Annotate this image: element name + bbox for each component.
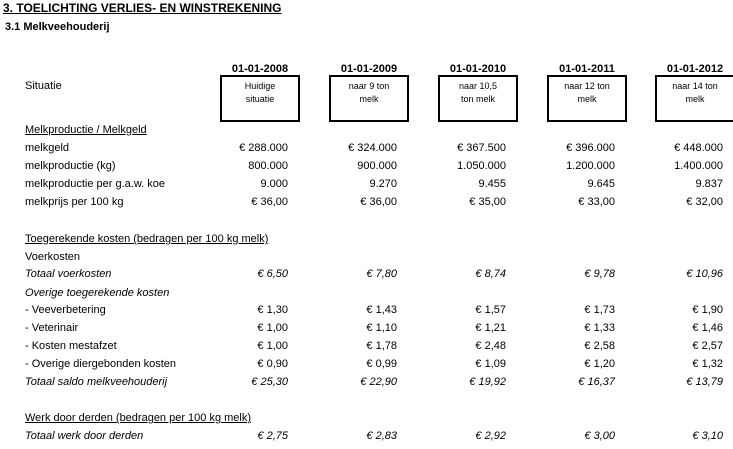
table-row xyxy=(0,358,733,372)
table-row xyxy=(0,124,733,138)
row-label: Toegerekende kosten (bedragen per 100 kg melk) xyxy=(25,233,269,245)
row-label: melkproductie (kg) xyxy=(25,160,116,172)
row-label: - Veterinair xyxy=(25,322,79,334)
row-value: € 1,33 xyxy=(584,322,615,334)
row-value: € 9,78 xyxy=(584,268,615,280)
table-row xyxy=(0,160,733,174)
table-row xyxy=(0,340,733,354)
scenario-box-5 xyxy=(655,75,733,122)
row-value: € 0,90 xyxy=(257,358,288,370)
row-value: € 1,73 xyxy=(584,304,615,316)
row-label: Overige toegerekende kosten xyxy=(25,287,170,299)
scenario-box-2 xyxy=(329,75,409,122)
situatie-label: Situatie xyxy=(25,80,62,92)
row-label: melkgeld xyxy=(25,142,70,154)
row-label: Totaal werk door derden xyxy=(25,430,144,442)
subsection-heading: 3.1 Melkveehouderij xyxy=(5,21,110,33)
row-value: € 2,57 xyxy=(692,340,723,352)
row-label: melkproductie per g.a.w. koe xyxy=(25,178,166,190)
row-value: € 2,48 xyxy=(475,340,506,352)
row-value: € 448.000 xyxy=(674,142,723,154)
row-value: € 1,32 xyxy=(692,358,723,370)
row-value: € 7,80 xyxy=(366,268,397,280)
row-value: € 0,99 xyxy=(366,358,397,370)
row-value: 9.000 xyxy=(260,178,288,190)
row-value: € 16,37 xyxy=(578,376,615,388)
row-value: € 324.000 xyxy=(348,142,397,154)
column-date-2: 01-01-2009 xyxy=(340,63,398,75)
row-value: 9.455 xyxy=(478,178,506,190)
row-value: € 1,57 xyxy=(475,304,506,316)
row-value: € 6,50 xyxy=(257,268,288,280)
table-row xyxy=(0,142,733,156)
scenario-line2: melk xyxy=(577,94,597,104)
scenario-box-4 xyxy=(547,75,627,122)
row-value: € 13,79 xyxy=(686,376,723,388)
scenario-line1: naar 12 ton xyxy=(564,81,610,91)
row-label: - Veeverbetering xyxy=(25,304,106,316)
column-date-3: 01-01-2010 xyxy=(449,63,507,75)
row-value: 9.270 xyxy=(369,178,397,190)
row-value: € 1,46 xyxy=(692,322,723,334)
scenario-line1: naar 14 ton xyxy=(672,81,718,91)
row-value: 900.000 xyxy=(357,160,397,172)
row-value: € 1,00 xyxy=(257,340,288,352)
row-value: € 2,58 xyxy=(584,340,615,352)
table-row xyxy=(0,268,733,282)
row-value: € 1,43 xyxy=(366,304,397,316)
row-value: € 22,90 xyxy=(360,376,397,388)
row-value: € 35,00 xyxy=(469,196,506,208)
table-row xyxy=(0,233,733,247)
row-value: € 33,00 xyxy=(578,196,615,208)
row-value: 800.000 xyxy=(248,160,288,172)
row-label: Totaal voerkosten xyxy=(25,268,112,280)
row-value: € 288.000 xyxy=(239,142,288,154)
row-value: € 1,00 xyxy=(257,322,288,334)
scenario-line1: Huidige xyxy=(244,81,276,91)
row-value: € 1,90 xyxy=(692,304,723,316)
column-date-5: 01-01-2012 xyxy=(666,63,724,75)
row-value: € 1,20 xyxy=(584,358,615,370)
scenario-line1: naar 10,5 xyxy=(458,81,498,91)
table-row xyxy=(0,412,733,426)
table-row xyxy=(0,376,733,390)
row-value: € 8,74 xyxy=(475,268,506,280)
table-row xyxy=(0,178,733,192)
row-value: € 1,30 xyxy=(257,304,288,316)
row-label: - Kosten mestafzet xyxy=(25,340,117,352)
row-label: melkprijs per 100 kg xyxy=(25,196,124,208)
row-label: Voerkosten xyxy=(25,251,81,263)
table-row xyxy=(0,196,733,210)
row-value: € 19,92 xyxy=(469,376,506,388)
row-value: € 36,00 xyxy=(251,196,288,208)
table-row xyxy=(0,287,733,301)
column-date-4: 01-01-2011 xyxy=(559,63,615,75)
row-label: Totaal saldo melkveehouderij xyxy=(25,376,168,388)
row-value: € 2,75 xyxy=(257,430,288,442)
scenario-line2: melk xyxy=(359,94,379,104)
table-row xyxy=(0,251,733,265)
row-label: Melkproductie / Melkgeld xyxy=(25,124,147,136)
row-value: € 36,00 xyxy=(360,196,397,208)
row-value: 1.200.000 xyxy=(566,160,615,172)
row-label: Werk door derden (bedragen per 100 kg melk) xyxy=(25,412,252,424)
scenario-line2: situatie xyxy=(245,94,275,104)
row-value: 9.837 xyxy=(695,178,723,190)
table-row xyxy=(0,304,733,318)
row-value: € 396.000 xyxy=(566,142,615,154)
row-value: € 1,78 xyxy=(366,340,397,352)
row-value: € 3,10 xyxy=(692,430,723,442)
table-row xyxy=(0,430,733,444)
scenario-line1: naar 9 ton xyxy=(348,81,390,91)
column-date-1: 01-01-2008 xyxy=(231,63,289,75)
row-value: € 1,21 xyxy=(475,322,506,334)
scenario-line2: ton melk xyxy=(460,94,495,104)
scenario-box-1 xyxy=(220,75,300,122)
row-value: € 10,96 xyxy=(686,268,723,280)
scenario-box-3 xyxy=(438,75,518,122)
row-value: € 3,00 xyxy=(584,430,615,442)
row-value: € 1,10 xyxy=(366,322,397,334)
row-value: 1.050.000 xyxy=(457,160,506,172)
row-value: 9.645 xyxy=(587,178,615,190)
row-value: 1.400.000 xyxy=(674,160,723,172)
section-heading: 3. TOELICHTING VERLIES- EN WINSTREKENING xyxy=(3,1,282,15)
table-row xyxy=(0,322,733,336)
row-value: € 2,83 xyxy=(366,430,397,442)
row-value: € 367.500 xyxy=(457,142,506,154)
row-label: - Overige diergebonden kosten xyxy=(25,358,177,370)
row-value: € 1,09 xyxy=(475,358,506,370)
row-value: € 32,00 xyxy=(686,196,723,208)
row-value: € 2,92 xyxy=(475,430,506,442)
scenario-line2: melk xyxy=(685,94,705,104)
row-value: € 25,30 xyxy=(251,376,288,388)
